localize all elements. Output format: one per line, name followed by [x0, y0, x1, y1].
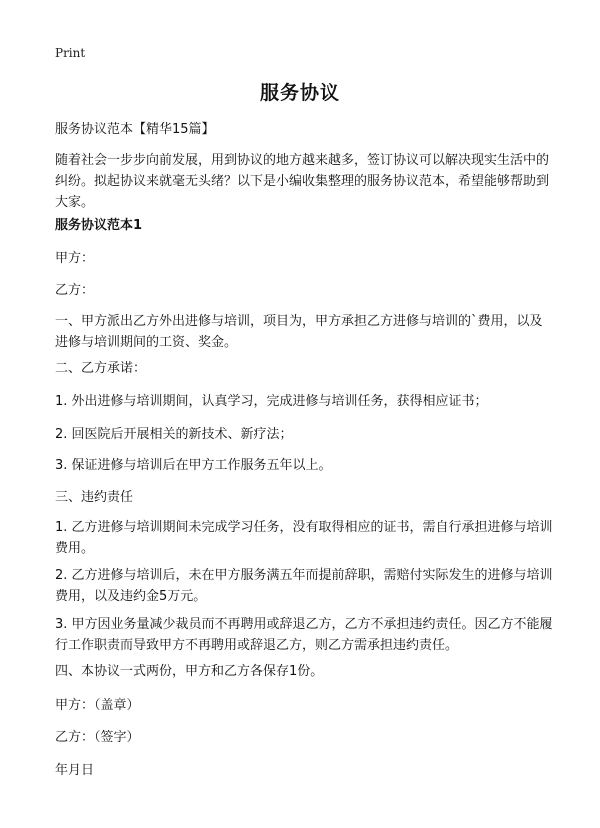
clause-3-item: 1. 乙方进修与培训期间未完成学习任务，没有取得相应的证书，需自行承担进修与培训费用。 [55, 520, 553, 556]
clause-1: 一、甲方派出乙方外出进修与培训，项目为，甲方承担乙方进修与培训的`费用，以及进修与培训期间的工资、奖金。 [55, 314, 543, 350]
clause-3-item: 2. 乙方进修与培训后，未在甲方服务满五年而提前辞职，需赔付实际发生的进修与培训费用，以及违约金5万元。 [55, 568, 553, 604]
signature-party-a: 甲方：（盖章） [55, 698, 140, 713]
clause-3-heading: 三、违约责任 [55, 490, 134, 505]
document-subtitle: 服务协议范本【精华15篇】 [55, 122, 215, 137]
intro-paragraph: 随着社会一步步向前发展，用到协议的地方越来越多，签订协议可以解决现实生活中的纠纷。拟起协议来就毫无头绪？以下是小编收集整理的服务协议范本，希望能够帮助到大家。 [55, 153, 550, 210]
clause-4: 四、本协议一式两份，甲方和乙方各保存1份。 [55, 664, 324, 679]
clause-2-item: 2. 回医院后开展相关的新技术、新疗法； [55, 427, 293, 442]
clause-2-heading: 二、乙方承诺： [55, 361, 147, 376]
section-heading: 服务协议范本1 [55, 218, 143, 233]
clause-2-item: 1. 外出进修与培训期间，认真学习，完成进修与培训任务，获得相应证书； [55, 394, 488, 409]
date-line: 年月日 [55, 763, 95, 778]
signature-party-b: 乙方：（签字） [55, 730, 140, 745]
party-b-line: 乙方： [55, 283, 95, 298]
clause-3-item: 3. 甲方因业务量减少裁员而不再聘用或辞退乙方，乙方不承担违约责任。因乙方不能履行工作职责而导致甲方不再聘用或辞退乙方，则乙方需承担违约责任。 [55, 617, 553, 653]
party-a-line: 甲方： [55, 251, 95, 266]
print-link[interactable]: Print [55, 46, 86, 60]
page-title: 服务协议 [259, 82, 340, 104]
clause-2-item: 3. 保证进修与培训后在甲方工作服务五年以上。 [55, 458, 332, 473]
